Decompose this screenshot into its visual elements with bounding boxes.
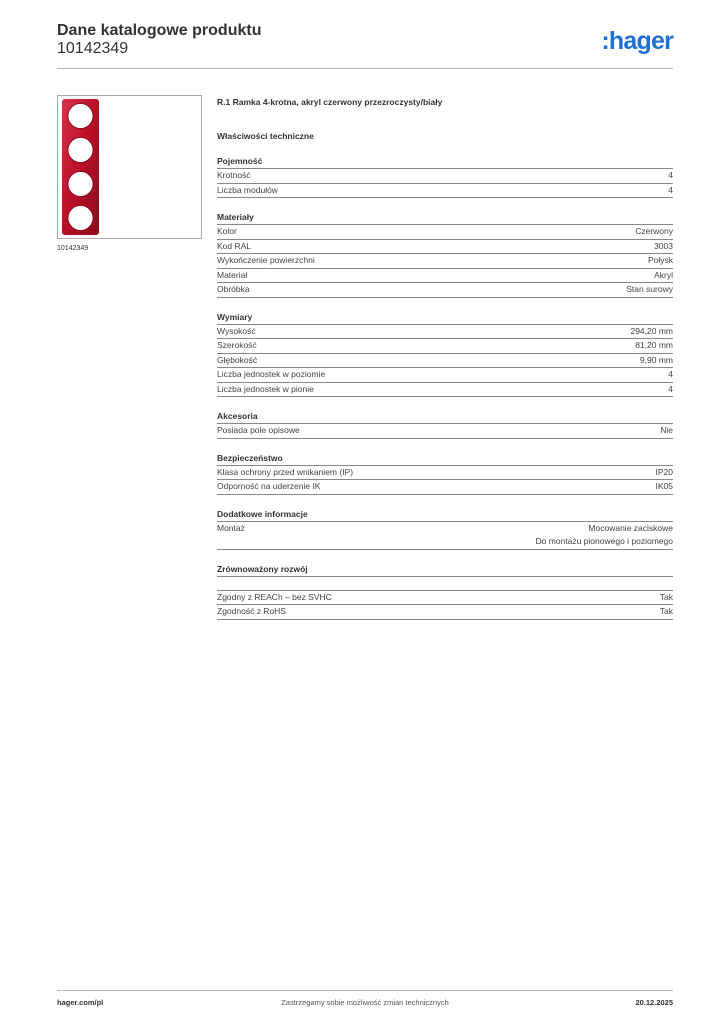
property-label: Liczba jednostek w pionie: [217, 383, 314, 394]
frame-opening: [68, 206, 93, 231]
property-groups: [217, 155, 673, 620]
property-value: 4: [668, 184, 673, 195]
group-title: Materiały: [217, 211, 673, 225]
group-title: Akcesoria: [217, 410, 673, 424]
property-group: [217, 211, 673, 298]
group-title: Pojemność: [217, 155, 673, 169]
footer-date: 20.12.2025: [635, 998, 673, 1007]
property-row: [217, 577, 673, 591]
property-row: [217, 424, 673, 439]
tech-properties-heading: Właściwości techniczne: [217, 131, 314, 141]
property-value: 9,90 mm: [639, 354, 673, 365]
property-label: Obróbka: [217, 284, 250, 294]
property-label: Liczba modułów: [217, 184, 278, 195]
footer-website: hager.com/pl: [57, 998, 104, 1007]
property-row: [217, 466, 673, 481]
group-title: Wymiary: [217, 311, 673, 325]
property-group: [217, 155, 673, 198]
property-row: [217, 325, 673, 340]
property-value-line: Mocowanie zaciskowe: [588, 522, 673, 533]
property-group: [217, 508, 673, 550]
property-group: [217, 311, 673, 398]
frame-opening: [68, 138, 93, 163]
property-group: [217, 452, 673, 495]
frame-opening: [68, 172, 93, 197]
property-value: Połysk: [647, 255, 673, 265]
product-image: [57, 95, 202, 239]
property-value: Tak: [659, 591, 673, 602]
property-label: Zgodność z RoHS: [217, 606, 286, 616]
property-value: Tak: [659, 606, 673, 616]
group-title: Bezpieczeństwo: [217, 452, 673, 466]
property-row: [217, 283, 673, 298]
property-label: Wysokość: [217, 325, 256, 336]
property-row: [217, 522, 673, 550]
footer-divider: [57, 990, 673, 991]
property-label: Wykończenie powierzchni: [217, 255, 315, 265]
page-header: [57, 22, 673, 68]
property-label: Krotność: [217, 170, 251, 180]
frame-illustration: [58, 96, 201, 238]
property-value: 294,20 mm: [630, 325, 673, 336]
property-value: 4: [668, 383, 673, 394]
property-label: Liczba jednostek w poziomie: [217, 369, 326, 379]
property-group: [217, 563, 673, 620]
property-row: [217, 605, 673, 620]
footer-note: Zastrzegamy sobie możliwość zmian technicznych: [281, 998, 449, 1007]
page-footer: [57, 998, 673, 1010]
property-value: IK05: [655, 481, 673, 491]
property-value: Nie: [660, 425, 673, 435]
group-title: Zrównoważony rozwój: [217, 563, 673, 577]
property-row: [217, 254, 673, 269]
property-value: Czerwony: [635, 226, 673, 236]
property-label: Kolor: [217, 226, 237, 236]
property-label: Głębokość: [217, 354, 258, 365]
property-row: [217, 383, 673, 398]
property-value: 81,20 mm: [635, 340, 673, 350]
header-divider: [57, 68, 673, 69]
property-row: [217, 225, 673, 240]
document-number: 10142349: [57, 40, 129, 57]
property-row: [217, 339, 673, 354]
image-caption: 10142349: [57, 245, 89, 252]
property-row: [217, 368, 673, 383]
property-value: IP20: [655, 466, 673, 477]
property-label: Zgodny z REACh – bez SVHC: [217, 591, 332, 602]
property-value: 4: [668, 170, 673, 180]
property-label: Montaż: [217, 522, 245, 533]
property-label: Odporność na uderzenie IK: [217, 481, 321, 491]
property-group: [217, 410, 673, 439]
property-value: Akryl: [654, 269, 673, 280]
property-value: [535, 522, 673, 549]
property-value: 3003: [654, 240, 673, 251]
document-title: Dane katalogowe produktu: [57, 22, 262, 39]
property-value-line: Do montażu pionowego i poziomego: [535, 536, 673, 546]
group-title: Dodatkowe informacje: [217, 508, 673, 522]
property-row: [217, 269, 673, 284]
product-name: R.1 Ramka 4-krotna, akryl czerwony przezroczysty/biały: [217, 97, 443, 107]
property-row: [217, 591, 673, 606]
property-label: Szerokość: [217, 340, 257, 350]
property-row: [217, 480, 673, 495]
property-label: Posiada pole opisowe: [217, 425, 300, 435]
hager-logo: :hager: [601, 27, 673, 55]
product-details: [217, 96, 673, 620]
property-label: Materiał: [217, 269, 248, 280]
property-label: Klasa ochrony przed wnikaniem (IP): [217, 466, 354, 477]
property-value: 4: [668, 369, 673, 379]
property-label: Kod RAL: [217, 240, 252, 251]
property-row: [217, 354, 673, 369]
property-value: Stan surowy: [626, 284, 673, 294]
property-row: [217, 184, 673, 199]
frame-opening: [68, 104, 93, 129]
property-row: [217, 240, 673, 255]
property-row: [217, 169, 673, 184]
